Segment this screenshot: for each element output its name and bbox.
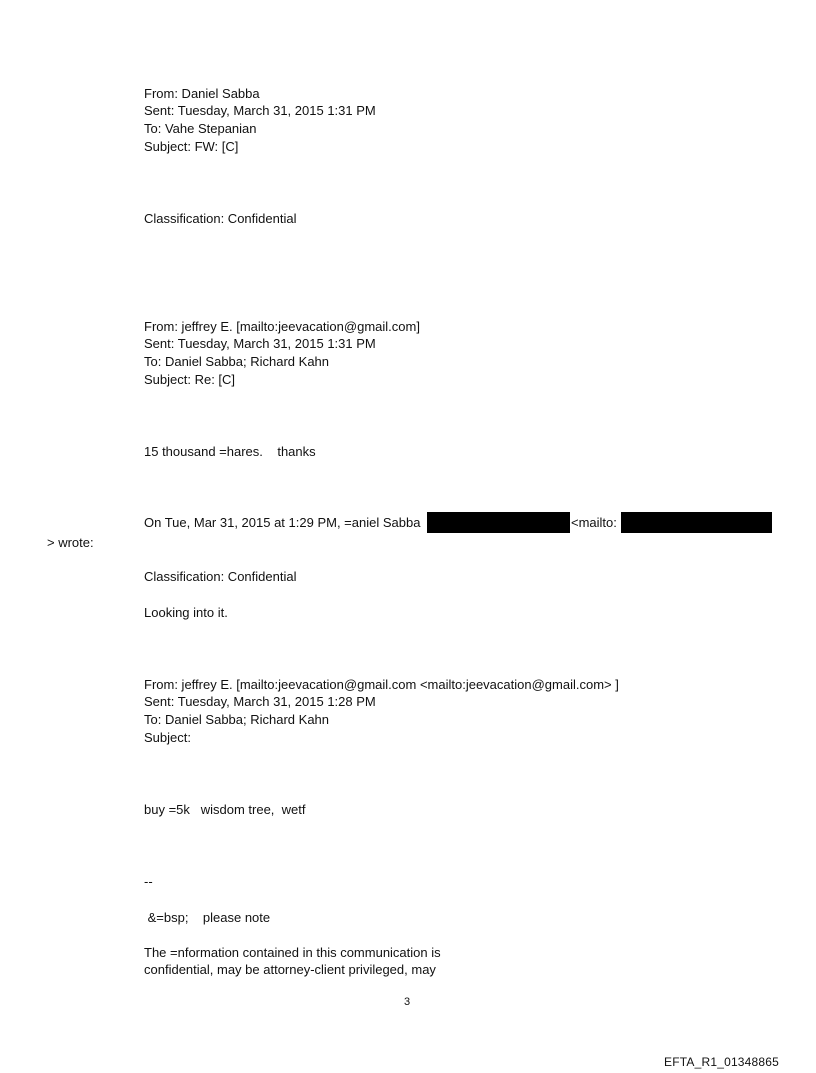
- email3-to: To: Daniel Sabba; Richard Kahn: [144, 712, 330, 727]
- quote-wrote: > wrote:: [47, 535, 94, 550]
- signature-note: &=bsp; please note: [144, 910, 271, 925]
- email2-subject: Subject: Re: [C]: [144, 372, 236, 387]
- email1-from: From: Daniel Sabba: [144, 86, 260, 101]
- redaction-bar: [621, 512, 772, 533]
- redaction-bar: [427, 512, 570, 533]
- signature-dashes: --: [144, 874, 153, 889]
- email3-from: From: jeffrey E. [mailto:jeevacation@gmail.com <mailto:jeevacation@gmail.com> ]: [144, 677, 619, 692]
- quote-mailto: <mailto:: [571, 515, 617, 530]
- email1-classification: Classification: Confidential: [144, 211, 297, 226]
- email3-body: buy =5k wisdom tree, wetf: [144, 802, 306, 817]
- email2-sent: Sent: Tuesday, March 31, 2015 1:31 PM: [144, 336, 376, 351]
- quote-intro: On Tue, Mar 31, 2015 at 1:29 PM, =aniel Sabba: [144, 515, 421, 530]
- email2-body: 15 thousand =hares. thanks: [144, 444, 316, 459]
- email1-subject: Subject: FW: [C]: [144, 139, 239, 154]
- email1-sent: Sent: Tuesday, March 31, 2015 1:31 PM: [144, 103, 376, 118]
- email3-subject: Subject:: [144, 730, 191, 745]
- document-id-footer: EFTA_R1_01348865: [664, 1055, 780, 1069]
- disclaimer-line-1: The =nformation contained in this communication is: [144, 945, 441, 960]
- quote-classification: Classification: Confidential: [144, 569, 297, 584]
- email2-from: From: jeffrey E. [mailto:jeevacation@gmail.com]: [144, 319, 420, 334]
- disclaimer-line-2: confidential, may be attorney-client privileged, may: [144, 962, 436, 977]
- email1-to: To: Vahe Stepanian: [144, 121, 257, 136]
- page-number: 3: [404, 996, 411, 1008]
- email3-sent: Sent: Tuesday, March 31, 2015 1:28 PM: [144, 694, 376, 709]
- email2-to: To: Daniel Sabba; Richard Kahn: [144, 354, 330, 369]
- quote-body: Looking into it.: [144, 605, 228, 620]
